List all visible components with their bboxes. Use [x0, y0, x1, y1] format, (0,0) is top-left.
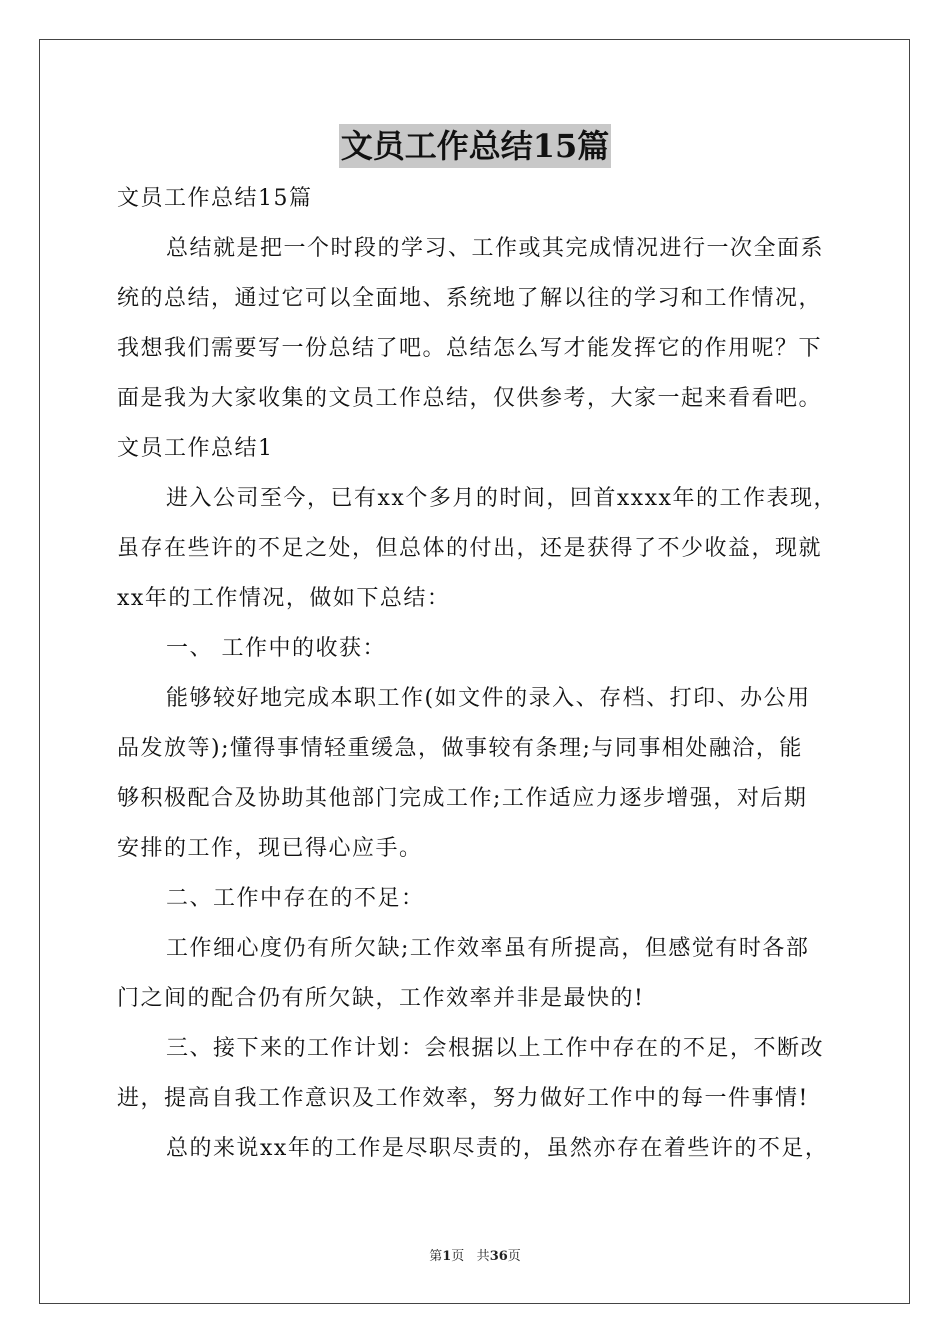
- title-container: [0, 124, 950, 168]
- page-footer: [0, 1248, 950, 1266]
- footer-total-prefix: 共: [476, 1249, 490, 1264]
- paragraph-line: 进，提高自我工作意识及工作效率，努力做好工作中的每一件事情!: [117, 1086, 809, 1111]
- paragraph-line: 我想我们需要写一份总结了吧。总结怎么写才能发挥它的作用呢？下: [117, 336, 823, 361]
- paragraph-line: 总的来说xx年的工作是尽职尽责的，虽然亦存在着些许的不足，: [166, 1136, 829, 1161]
- document-title: 文员工作总结15篇: [339, 124, 612, 168]
- paragraph-line: 三、接下来的工作计划：会根据以上工作中存在的不足，不断改: [166, 1036, 825, 1061]
- list-heading: 二、工作中存在的不足：: [166, 886, 425, 911]
- footer-page-prefix: 第: [429, 1249, 443, 1264]
- paragraph-line: 能够较好地完成本职工作(如文件的录入、存档、打印、办公用: [166, 686, 811, 711]
- paragraph-line: 虽存在些许的不足之处，但总体的付出，还是获得了不少收益，现就: [117, 536, 823, 561]
- paragraph-line: 门之间的配合仍有所欠缺，工作效率并非是最快的!: [117, 986, 645, 1011]
- subtitle-line: 文员工作总结15篇: [117, 186, 313, 211]
- paragraph-line: 统的总结，通过它可以全面地、系统地了解以往的学习和工作情况，: [117, 286, 823, 311]
- footer-page-number: 1: [442, 1249, 452, 1264]
- footer-total-pages: 36: [489, 1249, 508, 1264]
- section-heading: 文员工作总结1: [117, 436, 274, 461]
- paragraph-line: xx年的工作情况，做如下总结：: [117, 586, 451, 611]
- paragraph-line: 品发放等);懂得事情轻重缓急，做事较有条理;与同事相处融洽，能: [117, 736, 803, 761]
- footer-page-suffix: 页: [451, 1249, 465, 1264]
- page-frame: [39, 39, 910, 1304]
- paragraph-line: 进入公司至今，已有xx个多月的时间，回首xxxx年的工作表现，: [166, 486, 837, 511]
- paragraph-line: 面是我为大家收集的文员工作总结，仅供参考，大家一起来看看吧。: [117, 386, 823, 411]
- paragraph-line: 够积极配合及协助其他部门完成工作;工作适应力逐步增强，对后期: [117, 786, 808, 811]
- list-heading: 一、 工作中的收获：: [166, 636, 386, 661]
- paragraph-line: 总结就是把一个时段的学习、工作或其完成情况进行一次全面系: [166, 236, 825, 261]
- paragraph-line: 工作细心度仍有所欠缺;工作效率虽有所提高，但感觉有时各部: [166, 936, 810, 961]
- footer-total-suffix: 页: [507, 1249, 521, 1264]
- paragraph-line: 安排的工作，现已得心应手。: [117, 836, 423, 861]
